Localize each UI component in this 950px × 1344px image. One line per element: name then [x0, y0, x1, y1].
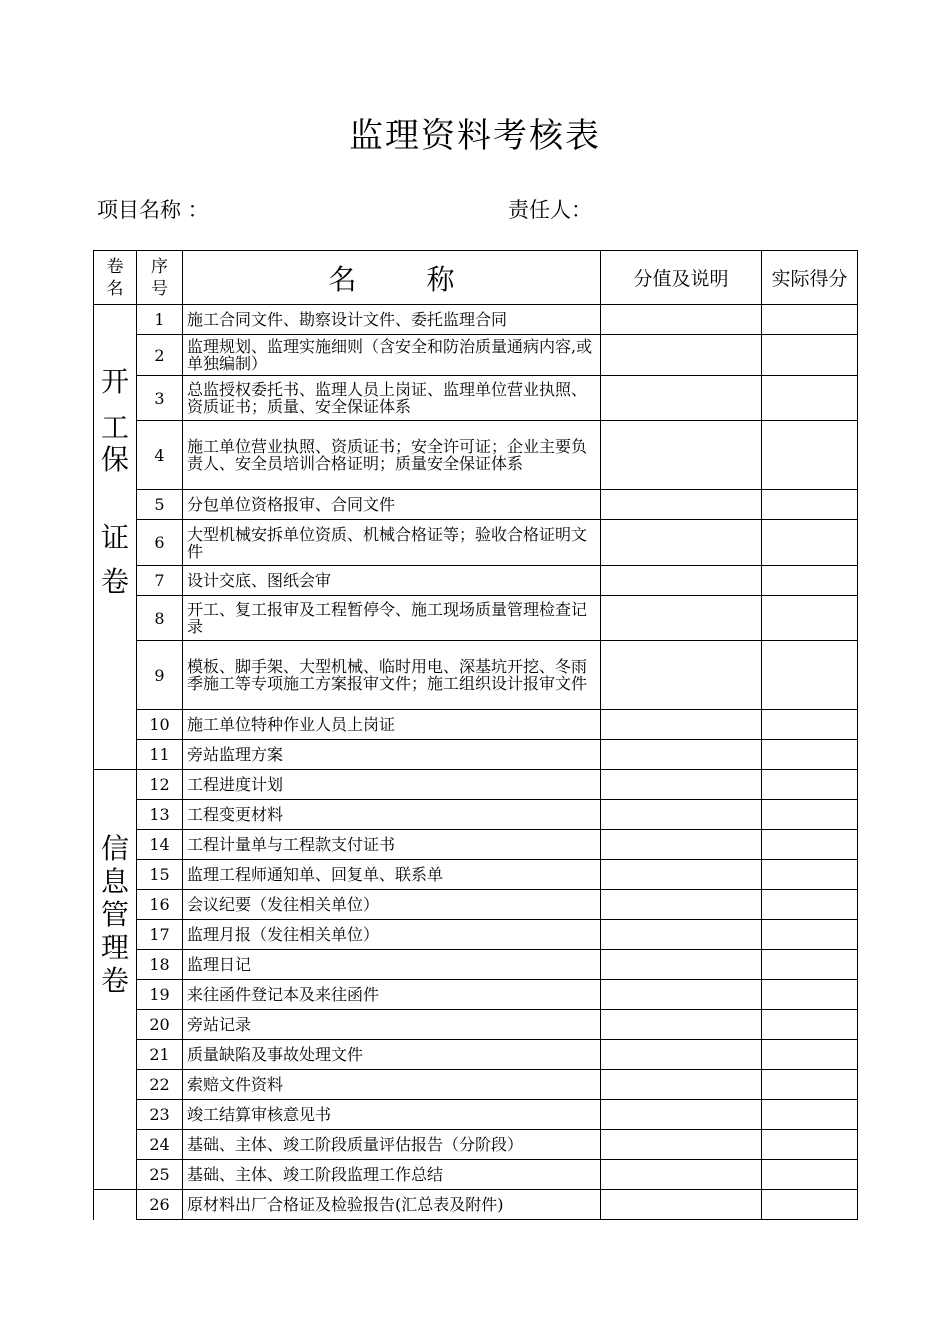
actual-score-cell[interactable]	[762, 980, 858, 1010]
volume-char: 证	[100, 521, 129, 554]
row-name: 原材料出厂合格证及检验报告(汇总表及附件)	[183, 1190, 601, 1220]
actual-score-cell[interactable]	[762, 1010, 858, 1040]
row-seq: 14	[137, 830, 183, 860]
actual-score-cell[interactable]	[762, 1190, 858, 1220]
row-name: 质量缺陷及事故处理文件	[183, 1040, 601, 1070]
score-cell[interactable]	[601, 1160, 762, 1190]
row-seq: 9	[137, 641, 183, 710]
actual-score-cell[interactable]	[762, 1100, 858, 1130]
volume-char: 信	[100, 832, 129, 865]
row-name: 竣工结算审核意见书	[183, 1100, 601, 1130]
table-row	[94, 950, 858, 980]
table-row	[94, 830, 858, 860]
row-seq: 11	[137, 740, 183, 770]
actual-score-cell[interactable]	[762, 376, 858, 421]
header-volume	[94, 251, 137, 305]
actual-score-cell[interactable]	[762, 740, 858, 770]
table-row	[94, 596, 858, 641]
row-seq: 25	[137, 1160, 183, 1190]
actual-score-cell[interactable]	[762, 800, 858, 830]
row-seq: 21	[137, 1040, 183, 1070]
table-row	[94, 740, 858, 770]
row-name: 基础、主体、竣工阶段质量评估报告（分阶段）	[183, 1130, 601, 1160]
row-name: 来往函件登记本及来往函件	[183, 980, 601, 1010]
row-name: 施工单位特种作业人员上岗证	[183, 710, 601, 740]
score-cell[interactable]	[601, 566, 762, 596]
actual-score-cell[interactable]	[762, 335, 858, 376]
project-name-label: 项目名称 ：	[97, 198, 209, 222]
score-cell[interactable]	[601, 421, 762, 490]
volume-char: 卷	[100, 964, 129, 997]
actual-score-cell[interactable]	[762, 641, 858, 710]
page-title: 监理资料考核表	[349, 116, 601, 156]
table-row	[94, 335, 858, 376]
actual-score-cell[interactable]	[762, 890, 858, 920]
row-seq: 16	[137, 890, 183, 920]
table-row	[94, 566, 858, 596]
row-name: 监理月报（发往相关单位）	[183, 920, 601, 950]
score-cell[interactable]	[601, 860, 762, 890]
header-score: 分值及说明	[601, 251, 762, 305]
row-name: 会议纪要（发往相关单位）	[183, 890, 601, 920]
row-name: 模板、脚手架、大型机械、临时用电、深基坑开挖、冬雨季施工等专项施工方案报审文件；施工组织设计报审文件	[183, 641, 601, 710]
row-name: 基础、主体、竣工阶段监理工作总结	[183, 1160, 601, 1190]
table-row	[94, 920, 858, 950]
score-cell[interactable]	[601, 1070, 762, 1100]
actual-score-cell[interactable]	[762, 710, 858, 740]
table-row	[94, 520, 858, 566]
table-row	[94, 1040, 858, 1070]
row-seq: 3	[137, 376, 183, 421]
table-row	[94, 1160, 858, 1190]
actual-score-cell[interactable]	[762, 421, 858, 490]
assessment-table	[93, 250, 858, 1220]
table-row	[94, 376, 858, 421]
table-row	[94, 890, 858, 920]
score-cell[interactable]	[601, 596, 762, 641]
row-seq: 24	[137, 1130, 183, 1160]
actual-score-cell[interactable]	[762, 1160, 858, 1190]
score-cell[interactable]	[601, 890, 762, 920]
volume-cell-info-management	[94, 770, 137, 1190]
actual-score-cell[interactable]	[762, 1070, 858, 1100]
score-cell[interactable]	[601, 800, 762, 830]
table-row	[94, 1100, 858, 1130]
actual-score-cell[interactable]	[762, 520, 858, 566]
actual-score-cell[interactable]	[762, 770, 858, 800]
table-row	[94, 305, 858, 335]
table-row	[94, 800, 858, 830]
volume-char: 工	[100, 411, 129, 444]
volume-char: 保	[100, 443, 129, 476]
score-cell[interactable]	[601, 376, 762, 421]
row-seq: 19	[137, 980, 183, 1010]
score-cell[interactable]	[601, 641, 762, 710]
row-name: 开工、复工报审及工程暂停令、施工现场质量管理检查记录	[183, 596, 601, 641]
row-seq: 2	[137, 335, 183, 376]
volume-char: 理	[100, 931, 129, 964]
score-cell[interactable]	[601, 1010, 762, 1040]
score-cell[interactable]	[601, 920, 762, 950]
row-name: 施工单位营业执照、资质证书；安全许可证；企业主要负责人、安全员培训合格证明；质量安全保证体系	[183, 421, 601, 490]
row-name: 工程计量单与工程款支付证书	[183, 830, 601, 860]
volume-cell-next	[94, 1190, 137, 1220]
row-seq: 20	[137, 1010, 183, 1040]
row-name: 索赔文件资料	[183, 1070, 601, 1100]
row-seq: 10	[137, 710, 183, 740]
actual-score-cell[interactable]	[762, 490, 858, 520]
score-cell[interactable]	[601, 335, 762, 376]
row-seq: 5	[137, 490, 183, 520]
actual-score-cell[interactable]	[762, 305, 858, 335]
row-seq: 4	[137, 421, 183, 490]
row-name: 施工合同文件、勘察设计文件、委托监理合同	[183, 305, 601, 335]
row-seq: 23	[137, 1100, 183, 1130]
actual-score-cell[interactable]	[762, 596, 858, 641]
volume-char: 息	[100, 865, 129, 898]
header-volume-label: 卷 名	[106, 256, 124, 299]
table-row	[94, 860, 858, 890]
row-seq: 17	[137, 920, 183, 950]
row-seq: 22	[137, 1070, 183, 1100]
row-name: 大型机械安拆单位资质、机械合格证等；验收合格证明文件	[183, 520, 601, 566]
table-row	[94, 421, 858, 490]
table-row	[94, 710, 858, 740]
volume-cell-start-guarantee	[94, 305, 137, 770]
row-name: 设计交底、图纸会审	[183, 566, 601, 596]
score-cell[interactable]	[601, 1040, 762, 1070]
header-seq-text	[137, 256, 182, 300]
score-cell[interactable]	[601, 740, 762, 770]
table-row	[94, 641, 858, 710]
score-cell[interactable]	[601, 950, 762, 980]
score-cell[interactable]	[601, 830, 762, 860]
table-row	[94, 1010, 858, 1040]
row-name: 旁站记录	[183, 1010, 601, 1040]
score-cell[interactable]	[601, 1130, 762, 1160]
table-row	[94, 980, 858, 1010]
row-seq: 8	[137, 596, 183, 641]
table-row	[94, 1130, 858, 1160]
row-seq: 18	[137, 950, 183, 980]
header-name: 名称	[183, 251, 601, 305]
table-row	[94, 490, 858, 520]
actual-score-cell[interactable]	[762, 1040, 858, 1070]
table-header-row	[94, 251, 858, 305]
row-seq: 1	[137, 305, 183, 335]
row-seq: 15	[137, 860, 183, 890]
score-cell[interactable]	[601, 305, 762, 335]
score-cell[interactable]	[601, 770, 762, 800]
row-seq: 7	[137, 566, 183, 596]
row-seq: 13	[137, 800, 183, 830]
volume-char: 开	[100, 365, 129, 398]
header-seq-label: 序 号	[151, 256, 168, 299]
actual-score-cell[interactable]	[762, 950, 858, 980]
volume-char: 卷	[100, 565, 129, 598]
row-seq: 26	[137, 1190, 183, 1220]
actual-score-cell[interactable]	[762, 566, 858, 596]
header-volume-text	[94, 256, 136, 300]
score-cell[interactable]	[601, 520, 762, 566]
score-cell[interactable]	[601, 980, 762, 1010]
responsible-person-label: 责任人：	[508, 198, 592, 222]
actual-score-cell[interactable]	[762, 860, 858, 890]
volume-char: 管	[100, 898, 129, 931]
score-cell[interactable]	[601, 1100, 762, 1130]
score-cell[interactable]	[601, 1190, 762, 1220]
score-cell[interactable]	[601, 490, 762, 520]
row-name: 工程进度计划	[183, 770, 601, 800]
actual-score-cell[interactable]	[762, 920, 858, 950]
row-seq: 12	[137, 770, 183, 800]
actual-score-cell[interactable]	[762, 1130, 858, 1160]
row-name: 监理工程师通知单、回复单、联系单	[183, 860, 601, 890]
row-name: 监理规划、监理实施细则（含安全和防治质量通病内容,或单独编制）	[183, 335, 601, 376]
row-name: 工程变更材料	[183, 800, 601, 830]
row-name: 监理日记	[183, 950, 601, 980]
actual-score-cell[interactable]	[762, 830, 858, 860]
row-name: 旁站监理方案	[183, 740, 601, 770]
row-name: 总监授权委托书、监理人员上岗证、监理单位营业执照、资质证书；质量、安全保证体系	[183, 376, 601, 421]
table-row	[94, 770, 858, 800]
row-name: 分包单位资格报审、合同文件	[183, 490, 601, 520]
table-row	[94, 1190, 858, 1220]
score-cell[interactable]	[601, 710, 762, 740]
row-seq: 6	[137, 520, 183, 566]
header-seq	[137, 251, 183, 305]
table-row	[94, 1070, 858, 1100]
header-actual: 实际得分	[762, 251, 858, 305]
